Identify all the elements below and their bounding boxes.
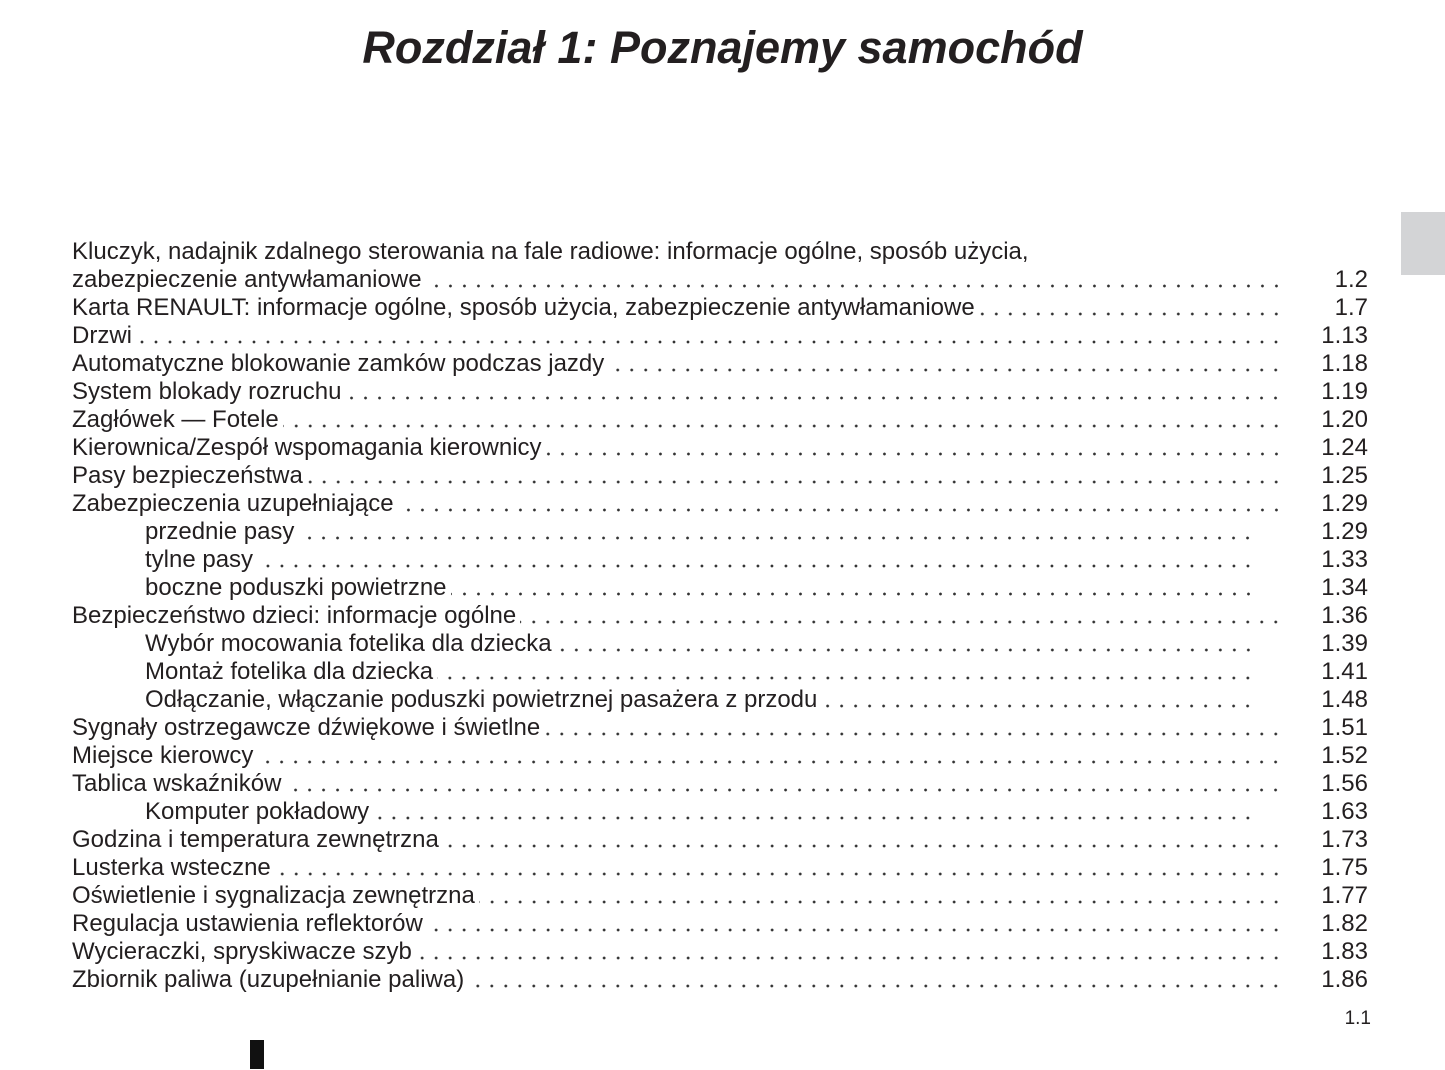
toc-entry-page: 1.82 <box>1321 910 1368 937</box>
toc-entry-title: Wybór mocowania fotelika dla dziecka <box>145 630 552 657</box>
toc-entry[interactable] <box>72 602 1368 630</box>
dot-leader <box>345 378 1283 406</box>
dot-leader <box>556 630 1255 658</box>
dot-leader <box>416 938 1283 966</box>
toc-entry-page: 1.19 <box>1321 378 1368 405</box>
print-mark <box>250 1040 264 1069</box>
dot-leader <box>298 518 1255 546</box>
dot-leader <box>257 742 1283 770</box>
toc-entry[interactable] <box>72 770 1368 798</box>
toc-entry-page: 1.33 <box>1321 546 1368 573</box>
toc-entry-page: 1.41 <box>1321 658 1368 685</box>
toc-entry[interactable] <box>72 686 1368 714</box>
toc-entry-title: Kluczyk, nadajnik zdalnego sterowania na fale radiowe: informacje ogólne, sposób użycia, <box>72 238 1029 265</box>
toc-entry-title: Zagłówek — Fotele <box>72 406 279 433</box>
dot-leader <box>437 658 1255 686</box>
toc-entry[interactable] <box>72 574 1368 602</box>
toc-entry-title: Oświetlenie i sygnalizacja zewnętrzna <box>72 882 475 909</box>
toc-entry-page: 1.29 <box>1321 518 1368 545</box>
toc-entry-title: Pasy bezpieczeństwa <box>72 462 303 489</box>
toc-entry-title: Sygnały ostrzegawcze dźwiękowe i świetlne <box>72 714 541 741</box>
toc-entry-title: Tablica wskaźników <box>72 770 282 797</box>
toc-entry[interactable] <box>72 350 1368 378</box>
table-of-contents <box>72 238 1368 994</box>
toc-entry-page: 1.25 <box>1321 462 1368 489</box>
toc-entry-title: Kierownica/Zespół wspomagania kierownicy <box>72 434 542 461</box>
dot-leader <box>443 826 1283 854</box>
toc-entry[interactable] <box>72 966 1368 994</box>
toc-entry-title: Zbiornik paliwa (uzupełnianie paliwa) <box>72 966 465 993</box>
dot-leader <box>451 574 1255 602</box>
chapter-tab-marker <box>1401 212 1445 275</box>
toc-entry-page: 1.20 <box>1321 406 1368 433</box>
toc-entry-title: zabezpieczenie antywłamaniowe <box>72 266 422 293</box>
toc-entry[interactable] <box>72 546 1368 574</box>
toc-entry-page: 1.73 <box>1321 826 1368 853</box>
dot-leader <box>821 686 1255 714</box>
dot-leader <box>285 770 1283 798</box>
dot-leader <box>979 294 1283 322</box>
toc-entry-title: przednie pasy <box>145 518 295 545</box>
dot-leader <box>136 322 1283 350</box>
toc-entry-page: 1.63 <box>1321 798 1368 825</box>
toc-entry-page: 1.13 <box>1321 322 1368 349</box>
dot-leader <box>373 798 1255 826</box>
toc-entry[interactable] <box>72 938 1368 966</box>
toc-entry-page: 1.2 <box>1334 266 1368 293</box>
toc-entry[interactable] <box>72 322 1368 350</box>
toc-entry[interactable] <box>72 490 1368 518</box>
toc-entry[interactable] <box>72 714 1368 742</box>
toc-entry-page: 1.75 <box>1321 854 1368 881</box>
toc-entry-title: Godzina i temperatura zewnętrzna <box>72 826 439 853</box>
toc-entry-title: Zabezpieczenia uzupełniające <box>72 490 394 517</box>
toc-entry-title: Regulacja ustawienia reflektorów <box>72 910 423 937</box>
toc-entry-page: 1.39 <box>1321 630 1368 657</box>
toc-entry-title: Odłączanie, włączanie poduszki powietrznej pasażera z przodu <box>145 686 818 713</box>
toc-entry[interactable] <box>72 406 1368 434</box>
toc-entry[interactable] <box>72 266 1368 294</box>
dot-leader <box>544 714 1283 742</box>
toc-entry[interactable] <box>72 910 1368 938</box>
toc-entry-page: 1.34 <box>1321 574 1368 601</box>
toc-entry-title: Miejsce kierowcy <box>72 742 254 769</box>
dot-leader <box>283 406 1283 434</box>
dot-leader <box>427 910 1283 938</box>
toc-entry-title: Komputer pokładowy <box>145 798 370 825</box>
toc-entry[interactable] <box>72 854 1368 882</box>
toc-entry[interactable] <box>72 238 1368 266</box>
toc-entry[interactable] <box>72 434 1368 462</box>
dot-leader <box>426 266 1283 294</box>
toc-entry-page: 1.83 <box>1321 938 1368 965</box>
toc-entry[interactable] <box>72 658 1368 686</box>
toc-entry[interactable] <box>72 630 1368 658</box>
toc-entry-title: Automatyczne blokowanie zamków podczas jazdy <box>72 350 605 377</box>
toc-entry-page: 1.52 <box>1321 742 1368 769</box>
toc-entry[interactable] <box>72 378 1368 406</box>
toc-entry-page: 1.24 <box>1321 434 1368 461</box>
dot-leader <box>468 966 1283 994</box>
toc-entry[interactable] <box>72 462 1368 490</box>
toc-entry-page: 1.56 <box>1321 770 1368 797</box>
toc-entry-title: Bezpieczeństwo dzieci: informacje ogólne <box>72 602 517 629</box>
toc-entry-title: System blokady rozruchu <box>72 378 342 405</box>
toc-entry-title: Wycieraczki, spryskiwacze szyb <box>72 938 412 965</box>
toc-entry[interactable] <box>72 294 1368 322</box>
dot-leader <box>608 350 1283 378</box>
toc-entry[interactable] <box>72 742 1368 770</box>
toc-entry-title: Lusterka wsteczne <box>72 854 271 881</box>
toc-entry-title: Montaż fotelika dla dziecka <box>145 658 434 685</box>
chapter-title: Rozdział 1: Poznajemy samochód <box>362 22 1083 73</box>
toc-entry-page: 1.77 <box>1321 882 1368 909</box>
toc-entry-title: Drzwi <box>72 322 132 349</box>
toc-entry-page: 1.51 <box>1321 714 1368 741</box>
dot-leader <box>307 462 1283 490</box>
toc-entry-title: boczne poduszki powietrzne <box>145 574 447 601</box>
page-number: 1.1 <box>1344 1008 1371 1029</box>
toc-entry[interactable] <box>72 882 1368 910</box>
toc-entry-page: 1.86 <box>1321 966 1368 993</box>
toc-entry-page: 1.18 <box>1321 350 1368 377</box>
dot-leader <box>546 434 1283 462</box>
toc-entry[interactable] <box>72 798 1368 826</box>
toc-entry-page: 1.36 <box>1321 602 1368 629</box>
dot-leader <box>257 546 1255 574</box>
toc-entry-title: tylne pasy <box>145 546 254 573</box>
toc-entry-page: 1.29 <box>1321 490 1368 517</box>
dot-leader <box>520 602 1283 630</box>
dot-leader <box>275 854 1283 882</box>
toc-entry[interactable] <box>72 518 1368 546</box>
toc-entry-page: 1.7 <box>1334 294 1368 321</box>
dot-leader <box>479 882 1283 910</box>
dot-leader <box>398 490 1283 518</box>
toc-entry[interactable] <box>72 826 1368 854</box>
toc-entry-page: 1.48 <box>1321 686 1368 713</box>
toc-entry-title: Karta RENAULT: informacje ogólne, sposób użycia, zabezpieczenie antywłamaniowe <box>72 294 975 321</box>
